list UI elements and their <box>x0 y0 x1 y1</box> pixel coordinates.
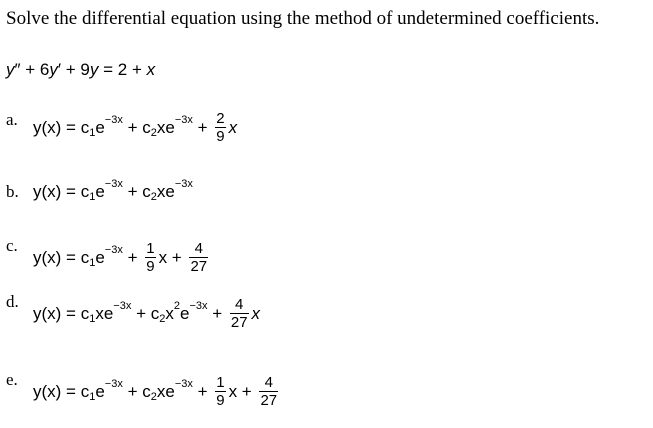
e-frac2-den: 27 <box>260 392 278 409</box>
eq-y2: y <box>49 60 58 79</box>
d-lhs: y(x) = c <box>33 303 90 323</box>
d-pow-x: 2 <box>173 299 180 312</box>
d-pow1: −3x <box>113 299 132 312</box>
c-frac2-den: 27 <box>190 258 208 275</box>
c-frac1-den: 9 <box>146 258 155 275</box>
c-lhs: y(x) = c <box>33 247 90 267</box>
b-sub2: 2 <box>150 191 157 203</box>
b-pow2: −3x <box>174 178 193 190</box>
b-e1: e <box>95 182 105 201</box>
option-a-label[interactable]: a. <box>6 110 18 129</box>
a-pow1: −3x <box>104 113 123 126</box>
c-mid: x + <box>158 247 187 267</box>
e-fraction2 <box>259 374 278 409</box>
c-frac2-num: 4 <box>194 240 203 257</box>
d-term2e: e <box>179 303 190 323</box>
c-frac1-num: 1 <box>146 240 155 257</box>
d-fraction <box>230 296 249 331</box>
d-sub1: 1 <box>89 312 96 325</box>
eq-y: y <box>6 60 15 79</box>
e-term2: + c <box>122 381 151 401</box>
a-term2: + c <box>122 117 151 137</box>
a-sub1: 1 <box>89 126 96 139</box>
d-term2x: x <box>165 303 174 323</box>
eq-double-prime: ″ <box>14 60 21 79</box>
option-c-label[interactable]: c. <box>6 236 18 255</box>
b-term2: + c <box>122 182 151 201</box>
d-plus: + <box>207 303 227 323</box>
a-tail: x <box>228 117 238 137</box>
eq-prime: ′ <box>57 60 62 79</box>
a-plus: + <box>192 117 213 137</box>
d-term2: + c <box>131 303 160 323</box>
a-sub2: 2 <box>150 126 157 139</box>
option-b-label[interactable]: b. <box>6 182 19 201</box>
option-a-solution[interactable] <box>33 110 237 145</box>
a-frac-num: 2 <box>216 110 225 127</box>
d-frac-den: 27 <box>230 314 248 331</box>
differential-equation <box>6 60 155 80</box>
a-term2b: xe <box>156 117 175 137</box>
eq-term3: + 9 <box>61 60 90 79</box>
a-fraction <box>215 110 225 145</box>
e-plus: + <box>192 381 213 401</box>
eq-y3: y <box>89 60 99 79</box>
e-e1: e <box>95 381 105 401</box>
option-d-solution[interactable] <box>33 296 260 331</box>
option-e-solution[interactable] <box>33 374 281 409</box>
option-c-solution[interactable] <box>33 240 211 275</box>
a-e1: e <box>95 117 105 137</box>
e-frac1-den: 9 <box>216 392 225 409</box>
c-e1: e <box>95 247 105 267</box>
e-pow2: −3x <box>174 377 193 390</box>
a-pow2: −3x <box>174 113 193 126</box>
d-term1: xe <box>95 303 114 323</box>
c-plus: + <box>122 247 143 267</box>
a-frac-den: 9 <box>216 128 225 145</box>
b-lhs: y(x) = c <box>33 182 90 201</box>
option-b-solution[interactable] <box>33 178 193 203</box>
c-pow1: −3x <box>104 243 123 256</box>
question-text: Solve the differential equation using the method of undetermined coefficients. <box>6 8 600 29</box>
c-fraction1 <box>145 240 155 275</box>
e-pow1: −3x <box>104 377 123 390</box>
e-term2b: xe <box>156 381 175 401</box>
d-sub2: 2 <box>159 312 166 325</box>
b-sub1: 1 <box>89 191 96 203</box>
e-sub2: 2 <box>150 390 157 403</box>
option-d-label[interactable]: d. <box>6 292 19 311</box>
e-sub1: 1 <box>89 390 96 403</box>
e-frac2-num: 4 <box>264 374 273 391</box>
c-sub1: 1 <box>89 256 96 269</box>
e-lhs: y(x) = c <box>33 381 90 401</box>
b-term2b: xe <box>156 182 175 201</box>
eq-rhs: = 2 + <box>98 60 147 79</box>
option-e-label[interactable]: e. <box>6 370 18 389</box>
a-lhs: y(x) = c <box>33 117 90 137</box>
c-fraction2 <box>189 240 208 275</box>
d-frac-num: 4 <box>235 296 244 313</box>
eq-x: x <box>146 60 156 79</box>
e-mid: x + <box>228 381 257 401</box>
b-pow1: −3x <box>104 178 123 190</box>
d-tail: x <box>251 303 261 323</box>
e-fraction1 <box>215 374 225 409</box>
d-pow2: −3x <box>189 299 208 312</box>
eq-term2: + 6 <box>20 60 50 79</box>
e-frac1-num: 1 <box>216 374 225 391</box>
